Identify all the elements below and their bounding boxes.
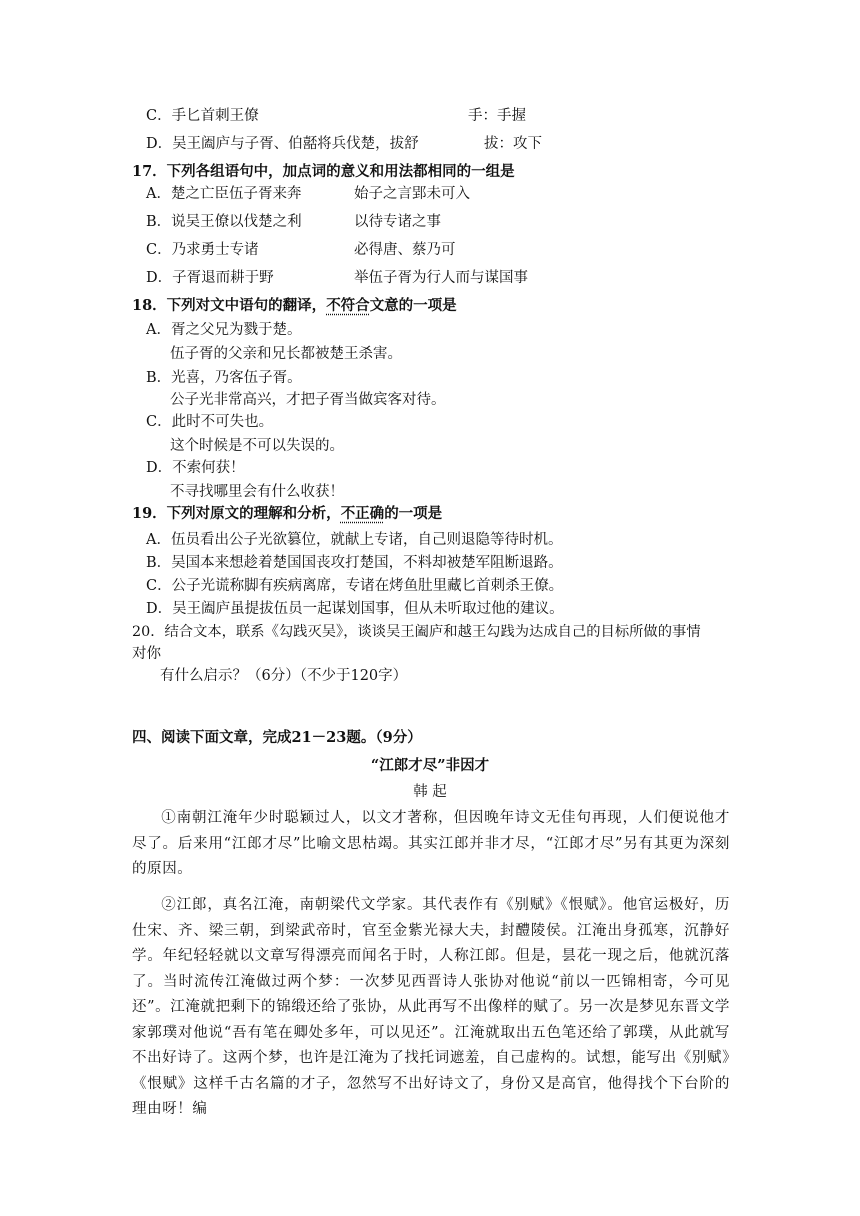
q18-stem-emphasis: 不符合 — [326, 297, 370, 314]
q17-option-d-left: D．子胥退而耕于野 — [146, 270, 274, 286]
q20-line-2: 对你 — [132, 646, 161, 662]
q17-option-c-right: 必得唐、蔡乃可 — [354, 242, 456, 258]
q18-option-b: B．光喜，乃客伍子胥。 — [146, 370, 302, 386]
article-paragraph-1: ①南朝江淹年少时聪颖过人，以文才著称，但因晚年诗文无佳句再现，人们便说他才尽了。后来用“江郎才尽”比喻文思枯竭。其实江郎并非才尽，“江郎才尽”另有其更为深刻的原因。 — [132, 810, 730, 877]
q18-option-a-translation: 伍子胥的父亲和兄长都被楚王杀害。 — [170, 346, 402, 362]
q17-option-a-left: A．楚之亡臣伍子胥来奔 — [146, 186, 302, 202]
q19-option-b: B．吴国本来想趁着楚国国丧攻打楚国，不料却被楚军阻断退路。 — [146, 555, 563, 571]
q18-option-c: C．此时不可失也。 — [146, 414, 274, 430]
q18-option-d-translation: 不寻找哪里会有什么收获！ — [170, 484, 344, 500]
q16-option-d: D．吴王阖庐与子胥、伯嚭将兵伐楚，拔舒 — [146, 136, 419, 152]
article-paragraph-2: ②江郎，真名江淹，南朝梁代文学家。其代表作有《别赋》《恨赋》。他官运极好，历仕宋、齐、梁三朝，到梁武帝时，官至金紫光禄大夫，封醴陵侯。江淹出身孤寒，沉静好学。年纪轻轻就以文章写得漂亮而闻名于时，人称江郎。但是，昙花一现之后，他就沉落了。当时流传江淹做过两个梦：一次梦见西晋诗人张协对他说“前以一匹锦相寄，今可见还”。江淹就把剩下的锦缎还给了张协，从此再写不出像样的赋了。另一次是梦见东晋文学家郭璞对他说“吾有笔在卿处多年，可以见还”。江淹就取出五色笔还给了郭璞，从此就写不出好诗了。这两个梦，也许是江淹为了找托词遮羞，自己虚构的。试想，能写出《别赋》《恨赋》这样千古名篇的才子，忽然写不出好诗文了，身份又是高官，他得找个下台阶的理由呀！编 — [132, 897, 730, 1117]
q18-option-d: D．不索何获！ — [146, 460, 245, 476]
q20-line-3: 有什么启示？（6分）（不少于120字） — [160, 668, 408, 684]
q16-option-c: C．手匕首刺王僚 — [146, 108, 259, 124]
q17-option-b-right: 以待专诸之事 — [354, 214, 441, 230]
q19-option-a: A．伍员看出公子光欲篡位，就献上专诸，自己则退隐等待时机。 — [146, 532, 563, 548]
q18-option-a: A．胥之父兄为戮于楚。 — [146, 322, 302, 338]
q16-option-c-gloss: 手：手握 — [468, 108, 526, 124]
article-title: “江郎才尽”非因才 — [370, 757, 490, 774]
q17-option-a-right: 始子之言郢未可入 — [354, 186, 470, 202]
section-4-heading: 四、阅读下面文章，完成21－23题。（9分） — [132, 729, 422, 746]
article-author: 韩 起 — [413, 784, 447, 800]
q19-stem-emphasis: 不正确 — [340, 505, 385, 522]
q17-option-d-right: 举伍子胥为行人而与谋国事 — [354, 270, 528, 286]
q17-option-c-left: C．乃求勇士专诸 — [146, 242, 259, 258]
q19-option-c: C．公子光谎称脚有疾病离席，专诸在烤鱼肚里藏匕首刺杀王僚。 — [146, 578, 564, 594]
q16-option-d-gloss: 拔：攻下 — [484, 136, 542, 152]
q18-option-c-translation: 这个时候是不可以失误的。 — [170, 438, 344, 454]
q19-stem: 19．下列对原文的理解和分析，不正确的一项是 — [132, 505, 443, 522]
q20-line-1: 20．结合文本，联系《勾践灭吴》，谈谈吴王阖庐和越王勾践为达成自己的目标所做的事情 — [132, 624, 701, 640]
q18-option-b-translation: 公子光非常高兴，才把子胥当做宾客对待。 — [170, 392, 446, 408]
q19-option-d: D．吴王阖庐虽提拔伍员一起谋划国事，但从未听取过他的建议。 — [146, 601, 564, 617]
q17-option-b-left: B．说吴王僚以伐楚之利 — [146, 214, 302, 230]
q17-stem: 17．下列各组语句中，加点词的意义和用法都相同的一组是 — [132, 163, 515, 180]
q18-stem: 18．下列对文中语句的翻译，不符合文意的一项是 — [132, 297, 457, 314]
